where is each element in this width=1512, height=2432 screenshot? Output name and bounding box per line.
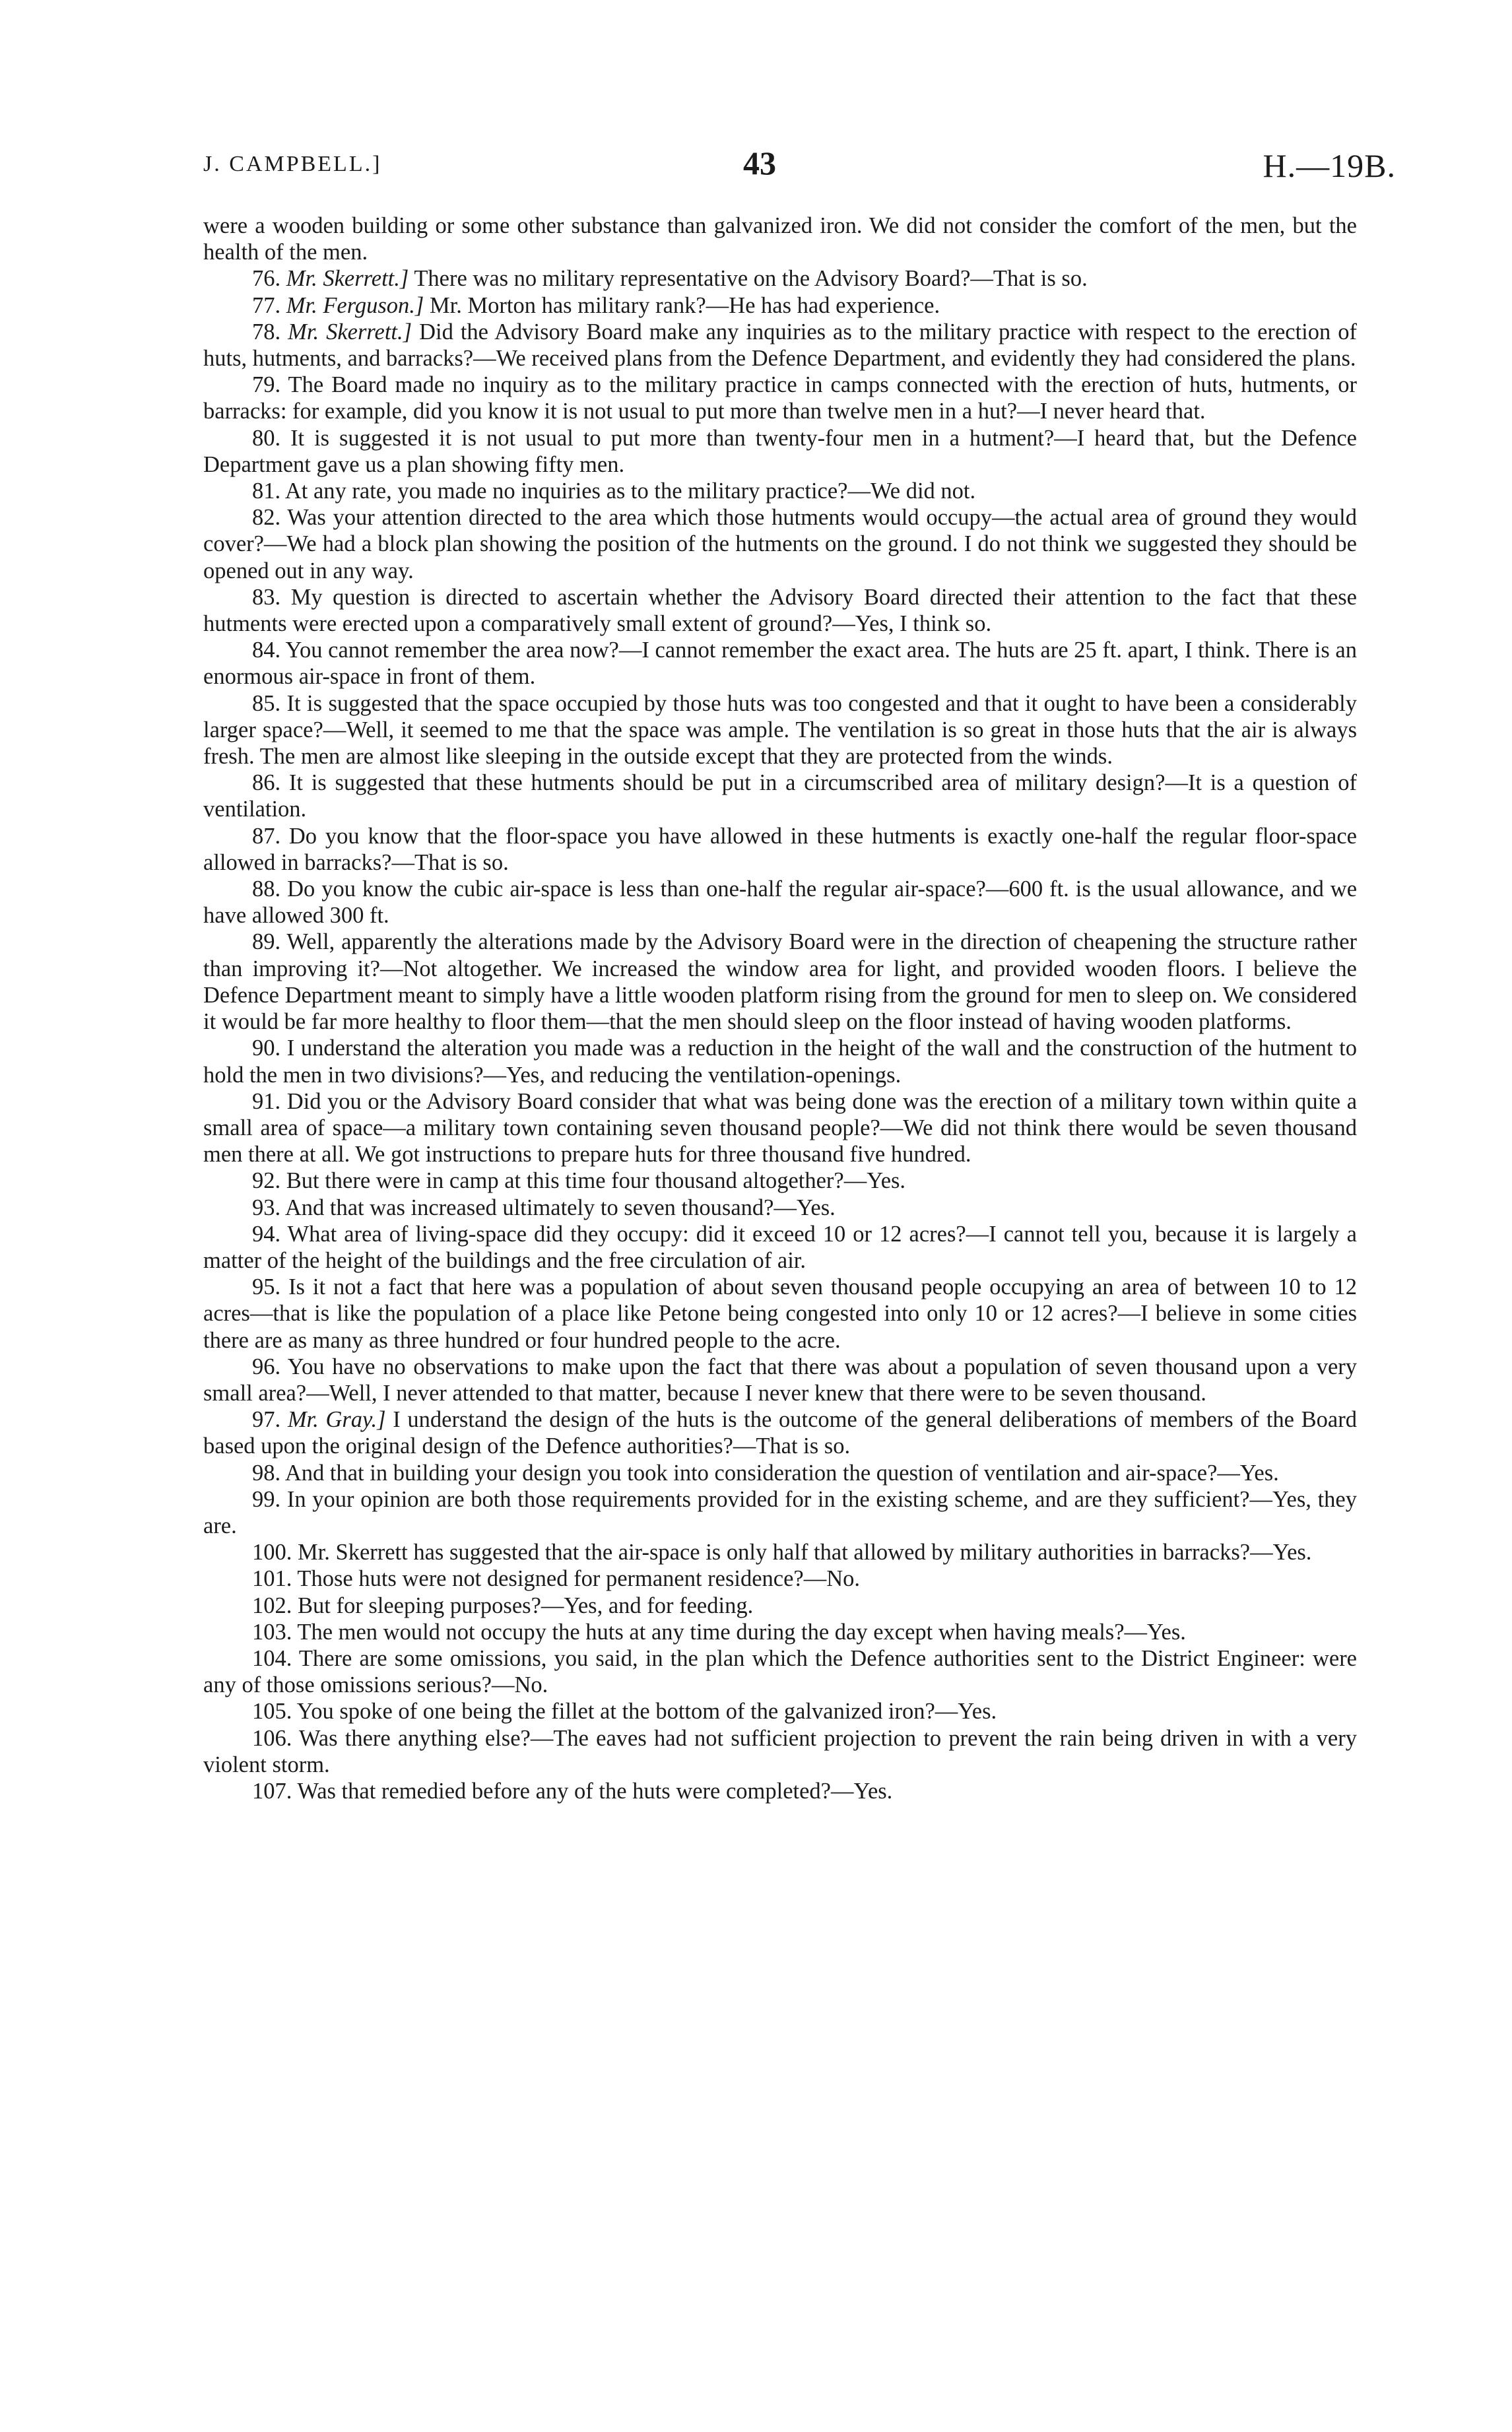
evidence-text	[203, 213, 1357, 1804]
question-paragraph	[203, 1486, 1357, 1539]
question-paragraph	[203, 504, 1357, 584]
question-number: 76.	[252, 266, 281, 292]
question-text: Is it not a fact that here was a population of about seven thousand people occupying an area of between 10 to 12 acres—that is like the population of a place like Petone being congested into only 10 or 12 acres?—I believe in some cities there are as many as three hundred or four hundred people to the acre.	[203, 1274, 1357, 1353]
question-number: 79.	[252, 372, 281, 398]
question-text: Mr. Morton has military rank?—He has had experience.	[429, 292, 940, 318]
question-paragraph	[203, 1565, 1357, 1592]
question-number: 78.	[252, 319, 281, 345]
question-number: 96.	[252, 1354, 281, 1379]
page-number: 43	[743, 145, 776, 181]
question-paragraph	[203, 929, 1357, 1035]
question-number: 97.	[252, 1407, 281, 1433]
question-text: Mr. Skerrett has suggested that the air-space is only half that allowed by military authorities in barracks?—Yes.	[298, 1540, 1312, 1565]
question-paragraph	[203, 319, 1357, 372]
question-text: Did the Advisory Board make any inquiries as to the military practice with respect to the erection of huts, hutments, and barracks?—We received plans from the Defence Department, and evidently they had considered the plans.	[203, 319, 1357, 372]
question-paragraph	[203, 292, 1357, 319]
question-number: 104.	[252, 1645, 292, 1671]
question-number: 94.	[252, 1221, 281, 1247]
question-paragraph	[203, 425, 1357, 478]
speaker-name: Mr. Skerrett.]	[286, 266, 409, 292]
question-number: 101.	[252, 1566, 292, 1592]
question-number: 81.	[252, 478, 281, 504]
question-number: 89.	[252, 929, 281, 955]
question-paragraph	[203, 1167, 1357, 1194]
question-paragraph	[203, 478, 1357, 504]
question-text: And that in building your design you took into consideration the question of ventilation and air-space?—Yes.	[284, 1460, 1279, 1486]
question-number: 107.	[252, 1778, 292, 1804]
question-number: 84.	[252, 638, 281, 663]
question-text: The Board made no inquiry as to the military practice in camps connected with the erection of huts, hutments, or barracks: for example, did you know it is not usual to put more than twelve men in a hut?—I never heard that.	[203, 372, 1357, 424]
question-text: It is suggested that these hutments should be put in a circumscribed area of military design?—It is a question of ventilation.	[203, 770, 1358, 822]
question-number: 105.	[252, 1699, 292, 1725]
question-text: I understand the alteration you made was a reduction in the height of the wall and the construction of the hutment to hold the men in two divisions?—Yes, and reducing the ventilation-openings.	[203, 1035, 1358, 1088]
question-number: 86.	[252, 770, 281, 796]
question-text: What area of living-space did they occupy: did it exceed 10 or 12 acres?—I cannot tell you, because it is largely a matter of the height of the buildings and the free circulation of air.	[203, 1221, 1357, 1273]
question-paragraph	[203, 1221, 1357, 1274]
question-paragraph	[203, 1725, 1357, 1778]
question-text: It is suggested it is not usual to put more than twenty-four men in a hutment?—I heard that, but the Defence Department gave us a plan showing fifty men.	[203, 425, 1357, 477]
question-paragraph	[203, 876, 1357, 929]
question-paragraph	[203, 1195, 1357, 1221]
question-number: 93.	[252, 1195, 281, 1220]
question-number: 82.	[252, 505, 281, 531]
question-paragraph	[203, 1274, 1357, 1354]
paper-reference: H.—19B.	[1263, 147, 1396, 184]
question-number: 99.	[252, 1486, 281, 1512]
question-paragraph	[203, 1088, 1357, 1168]
question-number: 77.	[252, 292, 281, 318]
question-text: Those huts were not designed for permanent residence?—No.	[297, 1566, 861, 1592]
witness-name: J. CAMPBELL.]	[203, 152, 382, 176]
question-text: Was that remedied before any of the huts were completed?—Yes.	[297, 1778, 893, 1804]
question-text: Did you or the Advisory Board consider that what was being done was the erection of a military town within quite a small area of space—a military town containing seven thousand people?—We did not think there would be seven thousand men there at all. We got instructions to prepare huts for three thousand five hundred.	[203, 1088, 1358, 1167]
page-header	[203, 144, 1396, 190]
question-number: 85.	[252, 690, 281, 716]
question-text: Was there anything else?—The eaves had not sufficient projection to prevent the rain being driven in with a very violent storm.	[203, 1725, 1357, 1777]
question-number: 83.	[252, 584, 281, 610]
question-paragraph	[203, 1778, 1357, 1804]
question-text: There are some omissions, you said, in the plan which the Defence authorities sent to the District Engineer: were any of those omissions serious?—No.	[203, 1645, 1357, 1698]
speaker-name: Mr. Ferguson.]	[286, 292, 424, 318]
question-text: Was your attention directed to the area which those hutments would occupy—the actual area of ground they would cover?—We had a block plan showing the position of the hutments on the ground. I do not think we suggested they should be opened out in any way.	[203, 505, 1357, 583]
question-text: And that was increased ultimately to seven thousand?—Yes.	[284, 1195, 836, 1220]
question-text: Do you know that the floor-space you have allowed in these hutments is exactly one-half the regular floor-space allowed in barracks?—That is so.	[203, 823, 1357, 875]
question-text: Well, apparently the alterations made by the Advisory Board were in the direction of cheapening the structure rather than improving it?—Not altogether. We increased the window area for light, and provided wooden floors. I believe the Defence Department meant to simply have a little wooden platform rising from the ground for men to sleep on. We considered it would be far more healthy to floor them—that the men should sleep on the floor instead of having wooden platforms.	[203, 929, 1357, 1035]
question-paragraph	[203, 637, 1357, 690]
question-number: 95.	[252, 1274, 281, 1300]
question-text: It is suggested that the space occupied by those huts was too congested and that it ought to have been a considerably larger space?—Well, it seemed to me that the space was ample. The ventilation is so great in those huts that the air is always fresh. The men are almost like sleeping in the outside except that they are protected from the winds.	[203, 690, 1357, 770]
question-paragraph	[203, 1354, 1357, 1406]
question-number: 103.	[252, 1619, 292, 1645]
question-number: 88.	[252, 876, 281, 902]
question-text: But there were in camp at this time four thousand altogether?—Yes.	[286, 1168, 906, 1194]
speaker-name: Mr. Skerrett.]	[288, 319, 412, 345]
question-paragraph	[203, 690, 1357, 770]
question-text: The men would not occupy the huts at any time during the day except when having meals?—Yes.	[297, 1619, 1186, 1645]
question-number: 90.	[252, 1035, 281, 1061]
question-text: In your opinion are both those requirements provided for in the existing scheme, and are they sufficient?—Yes, they are.	[203, 1486, 1357, 1538]
question-paragraph	[203, 1035, 1357, 1088]
question-text: Do you know the cubic air-space is less than one-half the regular air-space?—600 ft. is the usual allowance, and we have allowed 300 ft.	[203, 876, 1358, 929]
question-text: I understand the design of the huts is the outcome of the general deliberations of members of the Board based upon the original design of the Defence authorities?—That is so.	[203, 1407, 1357, 1459]
question-paragraph	[203, 770, 1357, 822]
question-text: My question is directed to ascertain whether the Advisory Board directed their attention to the fact that these hutments were erected upon a comparatively small extent of ground?—Yes, I think so.	[203, 584, 1357, 637]
question-paragraph	[203, 1698, 1357, 1725]
question-paragraph	[203, 1619, 1357, 1645]
question-text: There was no military representative on the Advisory Board?—That is so.	[414, 266, 1088, 292]
question-paragraph	[203, 1593, 1357, 1619]
question-paragraph	[203, 265, 1357, 292]
question-number: 98.	[252, 1460, 281, 1486]
question-paragraph	[203, 1645, 1357, 1698]
question-text: You spoke of one being the fillet at the bottom of the galvanized iron?—Yes.	[296, 1699, 997, 1725]
question-text: At any rate, you made no inquiries as to the military practice?—We did not.	[284, 478, 976, 504]
question-number: 91.	[252, 1088, 281, 1114]
question-paragraph	[203, 823, 1357, 876]
question-number: 100.	[252, 1540, 292, 1565]
question-number: 92.	[252, 1168, 281, 1194]
question-text: But for sleeping purposes?—Yes, and for feeding.	[298, 1593, 754, 1618]
question-number: 87.	[252, 823, 281, 849]
question-paragraph	[203, 1539, 1357, 1565]
question-number: 106.	[252, 1725, 292, 1751]
question-number: 102.	[252, 1593, 292, 1618]
question-paragraph	[203, 584, 1357, 637]
question-text: You cannot remember the area now?—I cannot remember the exact area. The huts are 25 ft. apart, I think. There is an enormous air-space in front of them.	[203, 638, 1357, 690]
speaker-name: Mr. Gray.]	[287, 1407, 386, 1433]
question-text: You have no observations to make upon the fact that there was about a population of seven thousand upon a very small area?—Well, I never attended to that matter, because I never knew that there were to be seven thousand.	[203, 1354, 1357, 1406]
question-number: 80.	[252, 425, 281, 451]
continued-paragraph: were a wooden building or some other substance than galvanized iron. We did not consider the comfort of the men, but the health of the men.	[203, 213, 1357, 265]
question-paragraph	[203, 1406, 1357, 1459]
question-paragraph	[203, 1460, 1357, 1486]
question-paragraph	[203, 372, 1357, 424]
